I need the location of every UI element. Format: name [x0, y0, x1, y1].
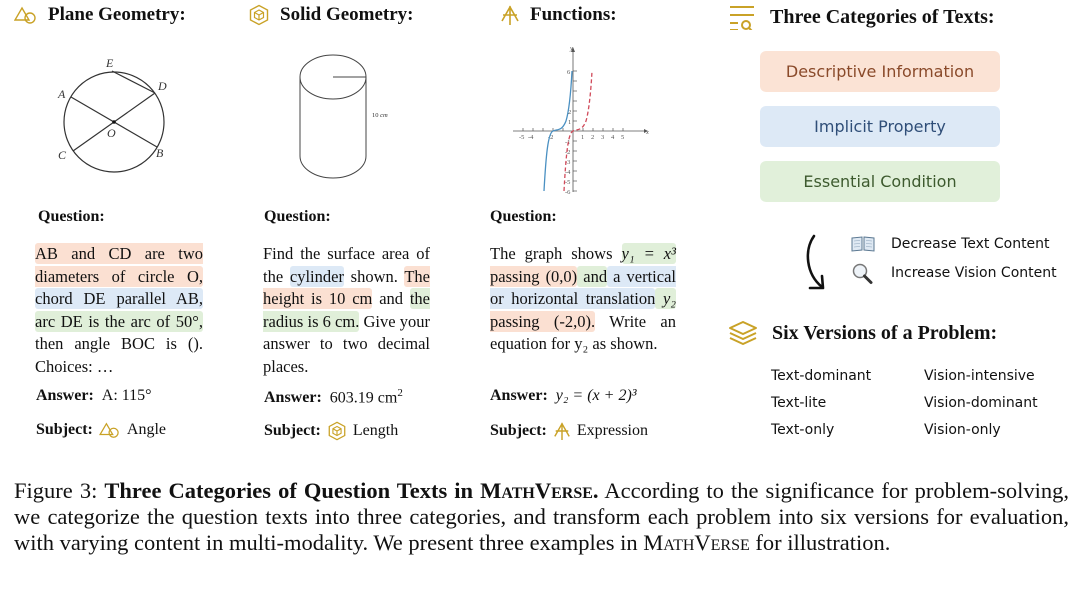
- answer-row: [264, 387, 403, 407]
- svg-text:1: 1: [568, 119, 572, 126]
- svg-text:3: 3: [601, 134, 605, 141]
- svg-text:B: B: [156, 146, 164, 160]
- plain-text: The graph shows: [490, 244, 622, 263]
- layers-icon: [728, 320, 758, 346]
- subject-label: Subject:: [264, 422, 321, 439]
- implicit-highlight: a vertical or horizontal translation: [490, 266, 676, 309]
- svg-text:5: 5: [621, 134, 625, 141]
- caption-body: According to the significance for problem-solving, we categorize the question texts into three categories, and transform each problem into six versions for evaluation, with varying content in multi-modality. We present three examples in: [14, 478, 1069, 555]
- implicit-highlight: cylinder: [289, 266, 344, 286]
- caption-title-name: MathVerse.: [480, 478, 599, 503]
- function-graph: [510, 45, 650, 195]
- solid-geometry-header: [248, 4, 414, 26]
- svg-text:4: 4: [611, 134, 615, 141]
- svg-text:A: A: [58, 87, 66, 101]
- svg-text:1: 1: [581, 134, 585, 141]
- svg-text:x: x: [646, 129, 649, 136]
- question-label: Question:: [490, 208, 557, 225]
- plain-text: Write an equation for y₂ as shown.: [490, 311, 676, 354]
- function-arrow-icon: [553, 421, 571, 441]
- svg-text:O: O: [107, 126, 116, 140]
- three-categories-title: Three Categories of Texts:: [770, 5, 995, 28]
- category-descriptive-information: Descriptive Information: [760, 51, 1000, 92]
- question-label: Question:: [264, 208, 331, 225]
- list-search-icon: [728, 4, 756, 30]
- caption-prefix: Figure 3:: [14, 478, 105, 503]
- essential-highlight: y₁ = x³: [621, 244, 676, 263]
- essential-highlight: and: [577, 266, 608, 286]
- svg-text:-3: -3: [565, 159, 571, 166]
- version-vision-intensive: Vision-intensive: [924, 368, 1035, 384]
- essential-highlight: y₂: [655, 289, 676, 309]
- cylinder-diagram: [295, 50, 415, 185]
- essential-highlight: the radius is 6 cm.: [263, 289, 431, 331]
- caption-suffix: for illustration.: [749, 530, 891, 555]
- function-arrow-icon: [500, 4, 520, 26]
- plain-text: Find the surface area of the: [263, 244, 430, 286]
- plane-geometry-title: Plane Geometry:: [48, 4, 186, 25]
- category-essential-condition: Essential Condition: [760, 161, 1000, 202]
- svg-text:-2: -2: [548, 134, 554, 141]
- descriptive-highlight: passing (0,0): [490, 266, 578, 286]
- book-icon: [851, 236, 875, 252]
- subject-row: [36, 421, 166, 439]
- svg-text:10 cm: 10 cm: [372, 112, 388, 119]
- caption-body-name: MathVerse: [643, 530, 750, 555]
- subject-value: Angle: [126, 421, 166, 438]
- solid-geometry-title: Solid Geometry:: [280, 4, 414, 25]
- answer-value: 603.19 cm: [329, 389, 398, 407]
- cube-hexagon-icon: [248, 4, 270, 26]
- svg-text:6: 6: [567, 69, 571, 76]
- svg-text:E: E: [106, 56, 114, 70]
- plain-text: and: [372, 289, 410, 309]
- svg-text:-4: -4: [565, 169, 571, 176]
- decrease-text-content-note: Decrease Text Content: [891, 236, 1050, 252]
- increase-vision-content-note: Increase Vision Content: [891, 265, 1057, 281]
- version-vision-dominant: Vision-dominant: [924, 395, 1038, 411]
- version-vision-only: Vision-only: [924, 422, 1001, 438]
- descriptive-highlight: The height is 10 cm: [263, 266, 430, 309]
- answer-row: [490, 387, 637, 405]
- version-text-dominant: Text-dominant: [771, 368, 872, 384]
- three-categories-header: [728, 4, 995, 30]
- descriptive-highlight: passing (-2,0).: [490, 311, 596, 331]
- svg-text:-6: -6: [565, 189, 571, 195]
- curved-arrow-icon: [800, 232, 834, 294]
- triangle-circle-icon: [14, 5, 38, 25]
- figure-caption: [14, 478, 1069, 556]
- question-label: Question:: [38, 208, 105, 225]
- question-text-solid: [263, 243, 430, 379]
- version-text-lite: Text-lite: [771, 395, 827, 411]
- svg-text:-2: -2: [565, 149, 571, 156]
- functions-title: Functions:: [530, 4, 617, 25]
- descriptive-highlight: AB and CD are two diameters of circle O,: [35, 244, 203, 286]
- svg-text:C: C: [58, 148, 67, 162]
- six-versions-header: [728, 320, 997, 346]
- plane-geometry-header: [14, 4, 186, 26]
- answer-label: Answer:: [264, 389, 322, 407]
- svg-text:-1: -1: [565, 139, 571, 146]
- magnifier-icon: [851, 263, 875, 285]
- plain-text: shown.: [343, 266, 405, 286]
- answer-superscript: 2: [397, 387, 403, 399]
- subject-row: [490, 421, 648, 441]
- plain-text: then angle BOC is (). Choices: …: [35, 334, 203, 376]
- svg-text:-5: -5: [519, 134, 525, 141]
- question-text-functions: [490, 243, 676, 356]
- functions-header: [500, 4, 617, 26]
- subject-label: Subject:: [490, 422, 547, 439]
- triangle-circle-icon: [99, 421, 121, 439]
- subject-row: [264, 421, 398, 441]
- category-implicit-property: Implicit Property: [760, 106, 1000, 147]
- essential-highlight: arc DE is the arc of 50°,: [35, 311, 203, 331]
- answer-label: Answer:: [36, 387, 94, 404]
- svg-text:2: 2: [591, 134, 595, 141]
- circle-diagram: [50, 50, 180, 180]
- answer-row: [36, 387, 152, 405]
- svg-text:y: y: [570, 45, 573, 52]
- answer-label: Answer:: [490, 387, 548, 404]
- svg-text:-5: -5: [565, 179, 571, 186]
- svg-text:-4: -4: [528, 134, 534, 141]
- version-text-only: Text-only: [771, 422, 835, 438]
- cube-hexagon-icon: [327, 421, 347, 441]
- svg-text:2: 2: [568, 109, 572, 116]
- answer-value: y₂ = (x + 2)³: [555, 387, 637, 404]
- svg-text:D: D: [158, 79, 167, 93]
- caption-title: [104, 478, 598, 503]
- implicit-highlight: chord DE parallel AB,: [35, 289, 203, 309]
- caption-title-text: Three Categories of Question Texts in: [104, 478, 481, 503]
- answer-value: A: 115°: [101, 387, 152, 404]
- subject-value: Expression: [576, 422, 648, 439]
- subject-label: Subject:: [36, 421, 93, 438]
- subject-value: Length: [352, 422, 399, 439]
- six-versions-title: Six Versions of a Problem:: [772, 321, 998, 344]
- plain-text: Give your answer to two decimal places.: [263, 311, 430, 376]
- question-text-plane: [35, 243, 203, 379]
